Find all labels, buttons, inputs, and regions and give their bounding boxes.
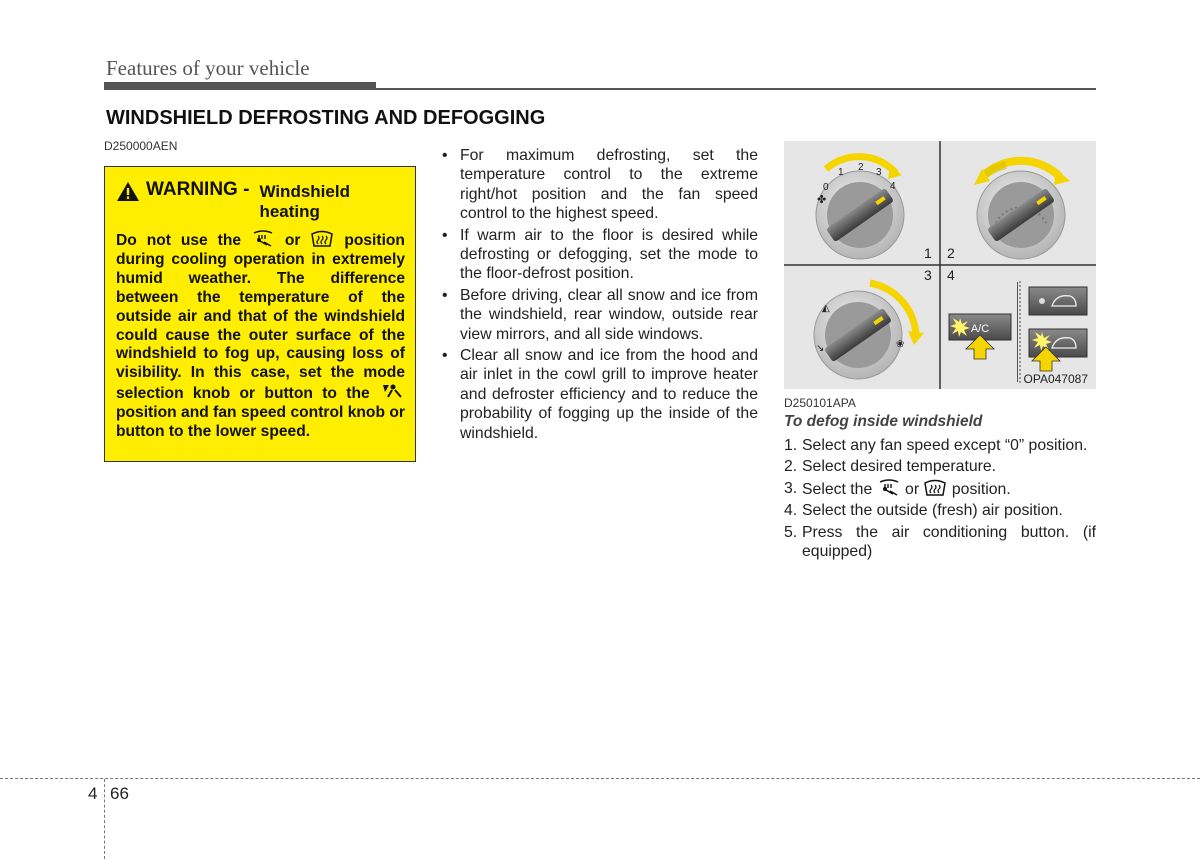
defog-instructions <box>784 396 1096 563</box>
svg-text:4: 4 <box>890 181 896 192</box>
floor-defrost-icon <box>251 230 275 248</box>
footer-rule <box>0 778 1200 779</box>
defrost-icon <box>923 479 947 497</box>
bullet-item: • If warm air to the floor is desired while defrosting or defogging, set the mode to the floor-defrost position. <box>442 226 758 284</box>
section-code: D250101APA <box>784 396 856 410</box>
temperature-knob-icon <box>974 161 1070 259</box>
climate-control-figure <box>784 141 1096 389</box>
svg-text:0: 0 <box>823 182 829 193</box>
warning-word: WARNING - <box>146 179 250 200</box>
fan-knob-icon <box>816 157 904 259</box>
section-header: Features of your vehicle <box>106 56 310 80</box>
quadrant-label: 4 <box>947 267 955 283</box>
quadrant-label: 2 <box>947 245 955 261</box>
header-bar <box>104 82 376 90</box>
step-item: 3. Select the or position. <box>784 479 1011 498</box>
defog-subheading: To defog inside windshield <box>784 413 983 430</box>
warning-header <box>116 179 405 222</box>
bullet-list <box>442 146 758 445</box>
warning-body-middle: position during cooling operation in extremely humid weather. The difference between the temperature of the outside air and that of the windshield could cause the outer surface of the windshield to fog up, causing loss of visibility. In this case, set the mode selection knob or button to the <box>116 232 405 403</box>
fresh-air-button-icon <box>1029 329 1087 357</box>
warning-topic-line1: Windshield <box>259 182 350 201</box>
warning-or: or <box>284 232 301 249</box>
bullet-item: • Clear all snow and ice from the hood and air inlet in the cowl grill to improve heater and defroster efficiency and to reduce the probability of fogging up the inside of the windshield. <box>442 346 758 443</box>
bullet-item: • Before driving, clear all snow and ice from the windshield, rear window, outside rear view mirrors, and all side windows. <box>442 286 758 344</box>
mode-knob-icon <box>814 283 924 379</box>
svg-text:1: 1 <box>838 167 844 178</box>
svg-text:3: 3 <box>876 167 882 178</box>
quadrant-label: 3 <box>924 267 932 283</box>
defrost-icon <box>310 230 334 248</box>
floor-defrost-icon <box>877 479 901 497</box>
recirculation-button-icon <box>1029 287 1087 315</box>
warning-topic <box>259 182 350 222</box>
page-title: WINDSHIELD DEFROSTING AND DEFOGGING <box>106 107 546 129</box>
svg-text:❀: ❀ <box>896 339 905 350</box>
warning-body-start: Do not use the <box>116 232 242 249</box>
step-item: 1. Select any fan speed except “0” position. <box>784 437 1088 454</box>
warning-box <box>104 166 416 462</box>
step-item: 5. Press the air conditioning button. (if equipped) <box>784 523 1096 561</box>
svg-text:A/C: A/C <box>970 323 990 335</box>
warning-body-end: position and fan speed control knob or button to the lower speed. <box>116 404 405 441</box>
warning-topic-line2: heating <box>259 202 320 221</box>
step-item: 2. Select desired temperature. <box>784 458 997 476</box>
document-code: D250000AEN <box>104 139 178 153</box>
climate-control-illustration <box>784 141 1096 389</box>
svg-text:↘: ↘ <box>816 343 825 354</box>
bullet-item: • For maximum defrosting, set the temperature control to the extreme right/hot position and the fan speed control to the highest speed. <box>442 146 758 224</box>
svg-text:◭: ◭ <box>822 303 830 314</box>
section-number: 4 <box>88 784 98 803</box>
quadrant-label: 1 <box>924 245 932 261</box>
page-number: 66 <box>110 784 129 803</box>
image-code: OPA047087 <box>1023 372 1088 386</box>
svg-text:2: 2 <box>858 162 864 173</box>
header-rule <box>376 88 1096 90</box>
svg-text:✤: ✤ <box>817 194 827 206</box>
warning-body <box>116 230 405 442</box>
warning-triangle-icon <box>116 181 140 202</box>
step-item: 4. Select the outside (fresh) air position. <box>784 502 1063 520</box>
floor-mode-icon <box>379 383 405 401</box>
footer-divider <box>104 779 105 859</box>
